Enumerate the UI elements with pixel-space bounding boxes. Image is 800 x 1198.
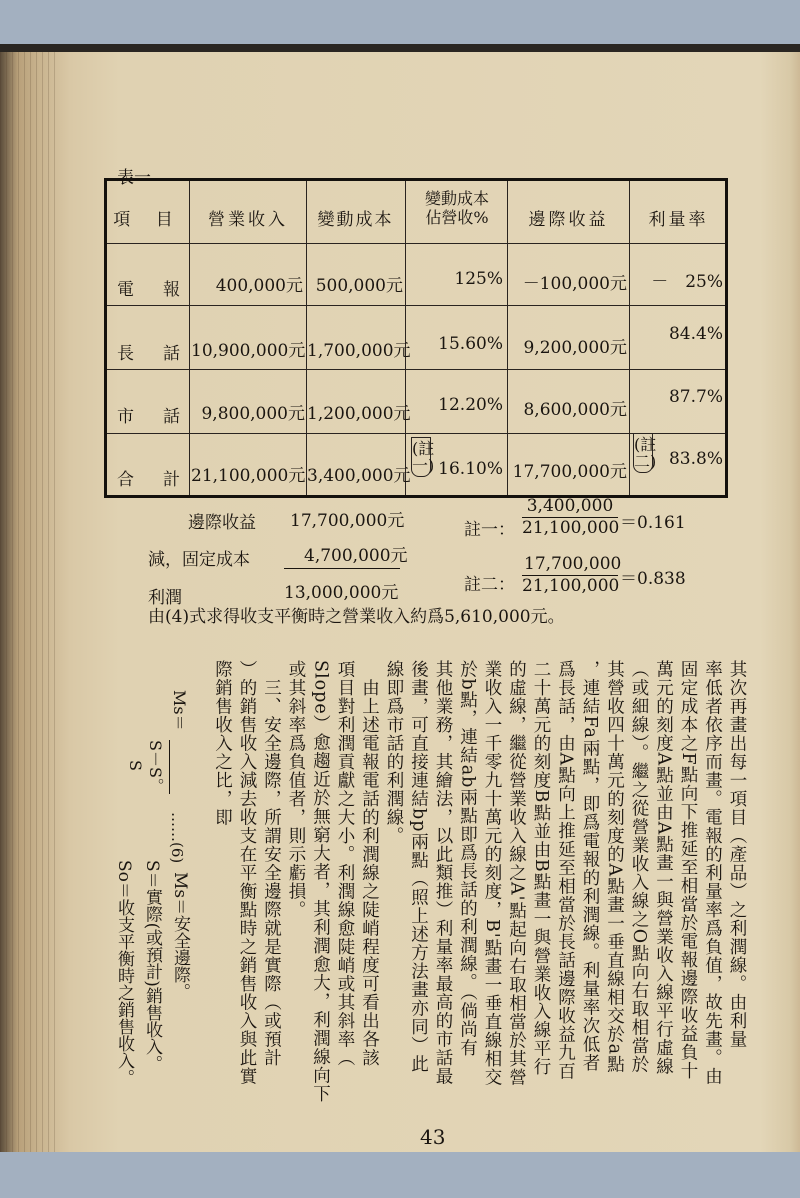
row-ratio: 125% (454, 269, 503, 289)
row-variable-cost: 1,200,000元 (307, 404, 411, 424)
row-margin: 8,600,000元 (523, 400, 627, 420)
col-divider (629, 181, 630, 495)
formula-numerator: S－S。 (144, 740, 170, 794)
note2-denominator: 21,100,000 (522, 576, 620, 596)
note1-label: 註一： (464, 520, 515, 540)
row-item: 電 報 (117, 280, 186, 300)
body-column: 其營收四十萬元的刻度的A點畫一垂直線相交於a點 (604, 660, 625, 1074)
body-column: 或其斜率爲負值者，則示虧損。 (286, 660, 306, 919)
note2-fraction (522, 554, 622, 597)
note2-label: 註二： (464, 575, 515, 595)
sum-rule (284, 568, 400, 569)
row-margin: 17,700,000元 (512, 462, 627, 482)
page-stack-edge (0, 52, 60, 1154)
row-revenue: 400,000元 (215, 276, 303, 296)
body-column: Slope）愈趨近於無窮大者，其利潤愈大，利潤線向下 (310, 660, 331, 1104)
header-revenue: 營業收入 (208, 210, 288, 230)
col-divider (189, 181, 190, 495)
body-column: 二十萬元的刻度B點並由B點畫一與營業收入線平行 (531, 660, 551, 1077)
formula-lhs: Ms＝ (170, 690, 189, 731)
body-column: 業收入一千零九十萬元的刻度，B'點畫一垂直線相交 (482, 660, 502, 1087)
row-ratio: 15.60% (438, 334, 503, 354)
body-column: ）的銷售收入減去收支在平衡點時之銷售收入與此實 (237, 660, 257, 1086)
row-revenue: 10,900,000元 (191, 341, 306, 361)
col-divider (405, 181, 406, 495)
row-item: 合 計 (117, 470, 186, 490)
row-revenue: 21,100,000元 (191, 466, 306, 486)
note2-tag: (註二) (634, 435, 657, 471)
formula-legend-so: So＝收支平衡時之銷售收入。 (114, 860, 134, 1086)
body-column: （或細線）。繼之從營業收入線之O點向右取相當於 (629, 660, 649, 1074)
formula-denominator: S (126, 760, 145, 771)
row-divider (107, 305, 725, 306)
row-margin: 9,200,000元 (523, 338, 627, 358)
body-column: 三、安全邊際，所謂安全邊際就是實際（或預計 (261, 660, 282, 1067)
body-column: 線即爲市話的利潤線。 (384, 660, 404, 845)
row-ratio: 12.20% (438, 395, 503, 415)
body-column: 後畫，可直接連結bp兩點（照上述方法畫亦同）此 (408, 660, 429, 1073)
scan-backdrop-top (0, 0, 800, 44)
page-number: 43 (420, 1125, 446, 1149)
profit-value: 13,000,000元 (284, 583, 399, 603)
fixed-cost-value: 4,700,000元 (304, 546, 408, 566)
body-column: 率低者依序而畫。電報的利量率爲負值，故先畫。由 (702, 660, 723, 1086)
data-table (104, 178, 728, 498)
row-variable-cost: 3,400,000元 (307, 466, 411, 486)
body-column: 爲長話，由A點向上推延至相當於長話邊際收益九百 (555, 660, 576, 1081)
note1-fraction (522, 496, 618, 539)
profit-label: 利潤 (148, 588, 182, 608)
note1-numerator: 3,400,000 (522, 496, 618, 518)
col-divider (507, 181, 508, 495)
formula-legend-s: S＝實際(或預計)銷售收入。 (142, 860, 162, 1072)
note1-denominator: 21,100,000 (522, 518, 620, 538)
row-variable-cost: 1,700,000元 (307, 341, 411, 361)
note1-tag: (註一) (412, 439, 435, 475)
margin-label: 邊際收益 (188, 513, 256, 533)
table-caption: 表一 (117, 168, 151, 188)
row-profit-rate: 83.8% (668, 449, 723, 469)
note2-numerator: 17,700,000 (524, 554, 622, 574)
body-column: 萬元的刻度A點並由A點畫一與營業收入線平行虛線 (653, 660, 674, 1076)
header-profit-rate: 利量率 (648, 210, 709, 230)
row-ratio: 16.10% (438, 459, 503, 479)
body-column: 項目對利潤貢獻之大小。利潤線愈陡峭或其斜率（ (335, 660, 355, 1067)
note1-result: ＝0.161 (620, 513, 686, 533)
header-margin: 邊際收益 (528, 210, 609, 230)
row-profit-rate: 87.7% (668, 387, 723, 407)
row-margin: －100,000元 (522, 274, 627, 294)
body-column: 其次再畫出每一項目（產品）之利潤線。由利量 (727, 660, 747, 1049)
body-column: 由上述電報電話的利潤線之陡峭程度可看出各該 (359, 660, 380, 1067)
body-column: ，連結Fa兩點，即爲電報的利潤線。利量率次低者 (580, 660, 600, 1072)
body-column: 際銷售收入之比，即 (212, 660, 233, 827)
margin-value: 17,700,000元 (290, 511, 405, 531)
header-item: 項 目 (113, 210, 183, 230)
row-revenue: 9,800,000元 (201, 404, 305, 424)
fixed-cost-label: 減，固定成本 (148, 550, 250, 570)
row-item: 長 話 (117, 344, 186, 364)
formula-legend-ms: Ms＝安全邊際。 (170, 872, 190, 1001)
formula-number: ……(6) (168, 812, 186, 864)
header-variable-cost: 變動成本 (317, 210, 394, 230)
body-column: 固定成本之F點向下推延至相當於電報邊際收益負十 (678, 660, 698, 1081)
row-variable-cost: 500,000元 (315, 276, 403, 296)
body-column: 於b點，連結ab兩點即爲長話的利潤線。（倘尚有 (457, 660, 478, 1058)
body-column: 其他業務，其繪法，以此類推）利量率最高的市話最 (433, 660, 453, 1086)
row-divider (107, 369, 725, 370)
body-column: 的虛線，繼從營業收入線之A'點起向右取相當於其營 (506, 660, 527, 1087)
row-item: 市 話 (117, 407, 186, 427)
conclusion-line: 由(4)式求得收支平衡時之營業收入約爲5,610,000元。 (148, 607, 565, 627)
header-ratio: 變動成本 佔營收% (424, 189, 489, 227)
row-profit-rate: 84.4% (668, 324, 723, 344)
row-divider (107, 243, 725, 244)
scan-backdrop-bottom (0, 1152, 800, 1198)
row-profit-rate: － 25% (651, 272, 723, 292)
note2-result: ＝0.838 (620, 569, 686, 589)
